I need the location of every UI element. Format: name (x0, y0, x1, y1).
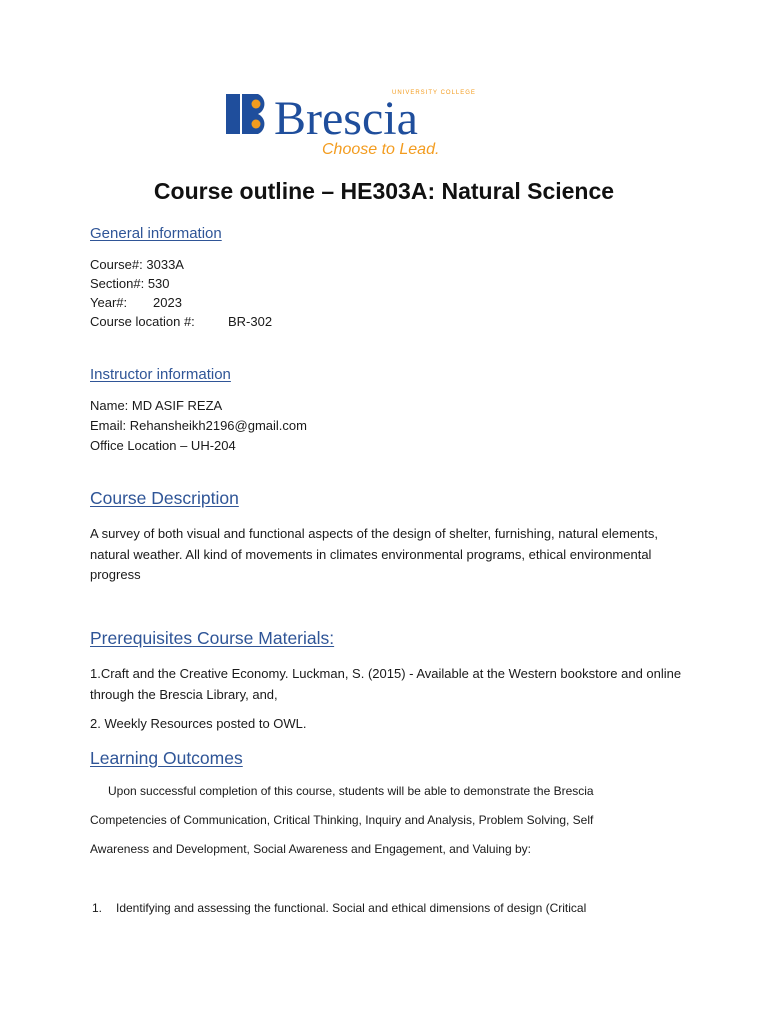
outcomes-list-item-1: Identifying and assessing the functional. Social and ethical dimensions of design (Critical (116, 901, 587, 915)
prerequisite-item-2: 2. Weekly Resources posted to OWL. (90, 716, 307, 731)
outcomes-list-number: 1. (92, 901, 103, 915)
course-number-row (90, 257, 184, 272)
year-value: 2023 (153, 295, 182, 310)
instructor-email: Email: Rehansheikh2196@gmail.com (90, 418, 307, 433)
section-value: 530 (147, 276, 170, 291)
section-label: Section#: (90, 276, 145, 291)
location-value: BR-302 (228, 314, 273, 329)
logo-brand: Brescia (274, 92, 418, 145)
description-heading: Course Description (90, 488, 239, 508)
location-label: Course location #: (90, 314, 195, 329)
outcomes-heading: Learning Outcomes (90, 748, 243, 768)
page-title: Course outline – HE303A: Natural Science (153, 178, 615, 204)
course-label: Course#: (90, 257, 143, 272)
description-text: A survey of both visual and functional aspects of the design of shelter, furnishing, natural elements, natural weather. All kind of movements in climates environmental programs, ethical environmental progress (90, 526, 659, 582)
year-label: Year#: (90, 295, 128, 310)
location-row (90, 314, 390, 329)
course-value: 3033A (146, 257, 184, 272)
general-heading: General information (90, 225, 222, 242)
outcomes-line-1: Upon successful completion of this course, students will be able to demonstrate the Brescia (108, 784, 594, 798)
year-row (90, 295, 290, 310)
instructor-office: Office Location – UH-204 (90, 438, 236, 453)
section-row (90, 276, 170, 291)
logo-tagline: Choose to Lead. (322, 141, 440, 158)
logo-small-text: UNIVERSITY COLLEGE (392, 90, 476, 96)
prerequisite-item-1: 1.Craft and the Creative Economy. Luckman, S. (2015) - Available at the Western bookstore and online through the Brescia Library, and, (90, 666, 682, 702)
outcomes-line-2: Competencies of Communication, Critical Thinking, Inquiry and Analysis, Problem Solving, Self (90, 813, 594, 827)
brescia-logo (224, 88, 494, 158)
prerequisites-heading: Prerequisites Course Materials: (90, 628, 335, 648)
instructor-heading: Instructor information (90, 366, 231, 383)
outcomes-line-3: Awareness and Development, Social Awareness and Engagement, and Valuing by: (90, 842, 531, 856)
instructor-name: Name: MD ASIF REZA (90, 398, 223, 413)
